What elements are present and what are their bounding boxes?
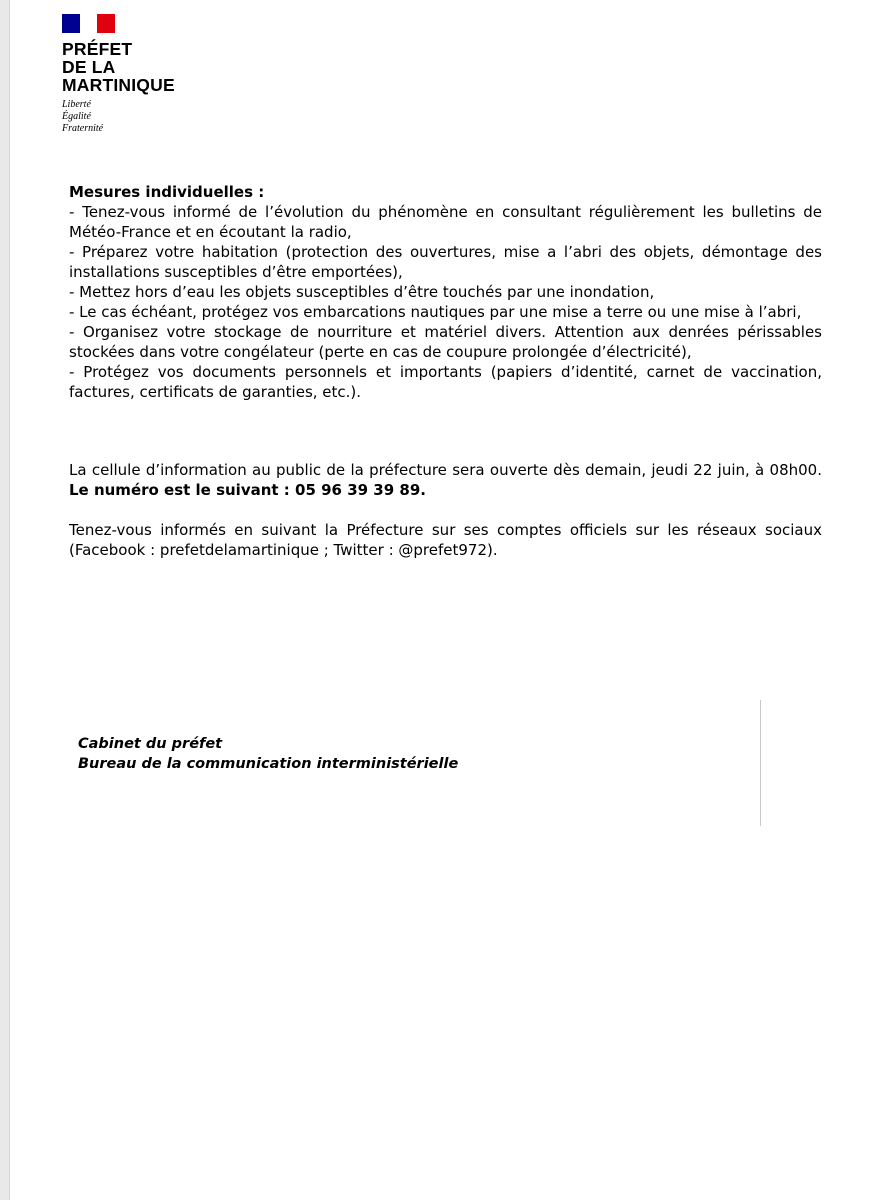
flag-blue-stripe [62, 14, 80, 33]
motto-liberte: Liberté [62, 99, 91, 110]
social-media-paragraph: Tenez-vous informés en suivant la Préfecture sur ses comptes officiels sur les réseaux sociaux (Facebook : prefetdelamartinique ; Twitter : @prefet972). [69, 521, 822, 559]
prefecture-name-line-1: PRÉFET [62, 39, 133, 59]
flag-red-stripe [97, 14, 115, 33]
phone-number-text: Le numéro est le suivant : 05 96 39 39 89. [69, 481, 426, 499]
republic-motto [62, 99, 222, 135]
page-edge [0, 0, 10, 1200]
signature-line-1: Cabinet du préfet [78, 736, 223, 752]
flag-white-stripe [80, 14, 98, 33]
measure-item: - Le cas échéant, protégez vos embarcations nautiques par une mise a terre ou une mise à l’abri, [69, 303, 802, 321]
measure-item: - Préparez votre habitation (protection des ouvertures, mise a l’abri des objets, démontage des installations susceptibles d’être emportées), [69, 243, 822, 281]
measure-item: - Protégez vos documents personnels et importants (papiers d’identité, carnet de vaccination, factures, certificats de garanties, etc.). [69, 363, 822, 401]
motto-egalite: Égalité [62, 111, 91, 122]
measure-item: - Mettez hors d’eau les objets susceptibles d’être touchés par une inondation, [69, 283, 655, 301]
individual-measures [69, 182, 822, 402]
vertical-divider [760, 700, 761, 826]
info-cell-paragraph [69, 460, 822, 500]
french-flag-icon [62, 14, 115, 33]
prefecture-name-line-2: DE LA [62, 57, 116, 77]
motto-fraternite: Fraternité [62, 123, 104, 134]
prefecture-name-line-3: MARTINIQUE [62, 75, 175, 95]
measures-heading: Mesures individuelles : [69, 183, 265, 201]
signature-line-2: Bureau de la communication interministérielle [78, 756, 459, 772]
measure-item: - Organisez votre stockage de nourriture et matériel divers. Attention aux denrées périssables stockées dans votre congélateur (perte en cas de coupure prolongée d’électricité), [69, 323, 822, 361]
info-cell-text: La cellule d’information au public de la préfecture sera ouverte dès demain, jeudi 22 juin, à 08h00. [69, 461, 822, 479]
prefecture-name [62, 40, 222, 94]
measure-item: - Tenez-vous informé de l’évolution du phénomène en consultant régulièrement les bulletins de Météo-France et en écoutant la radio, [69, 203, 822, 241]
signature-block [78, 734, 458, 774]
prefecture-logo [62, 14, 222, 135]
